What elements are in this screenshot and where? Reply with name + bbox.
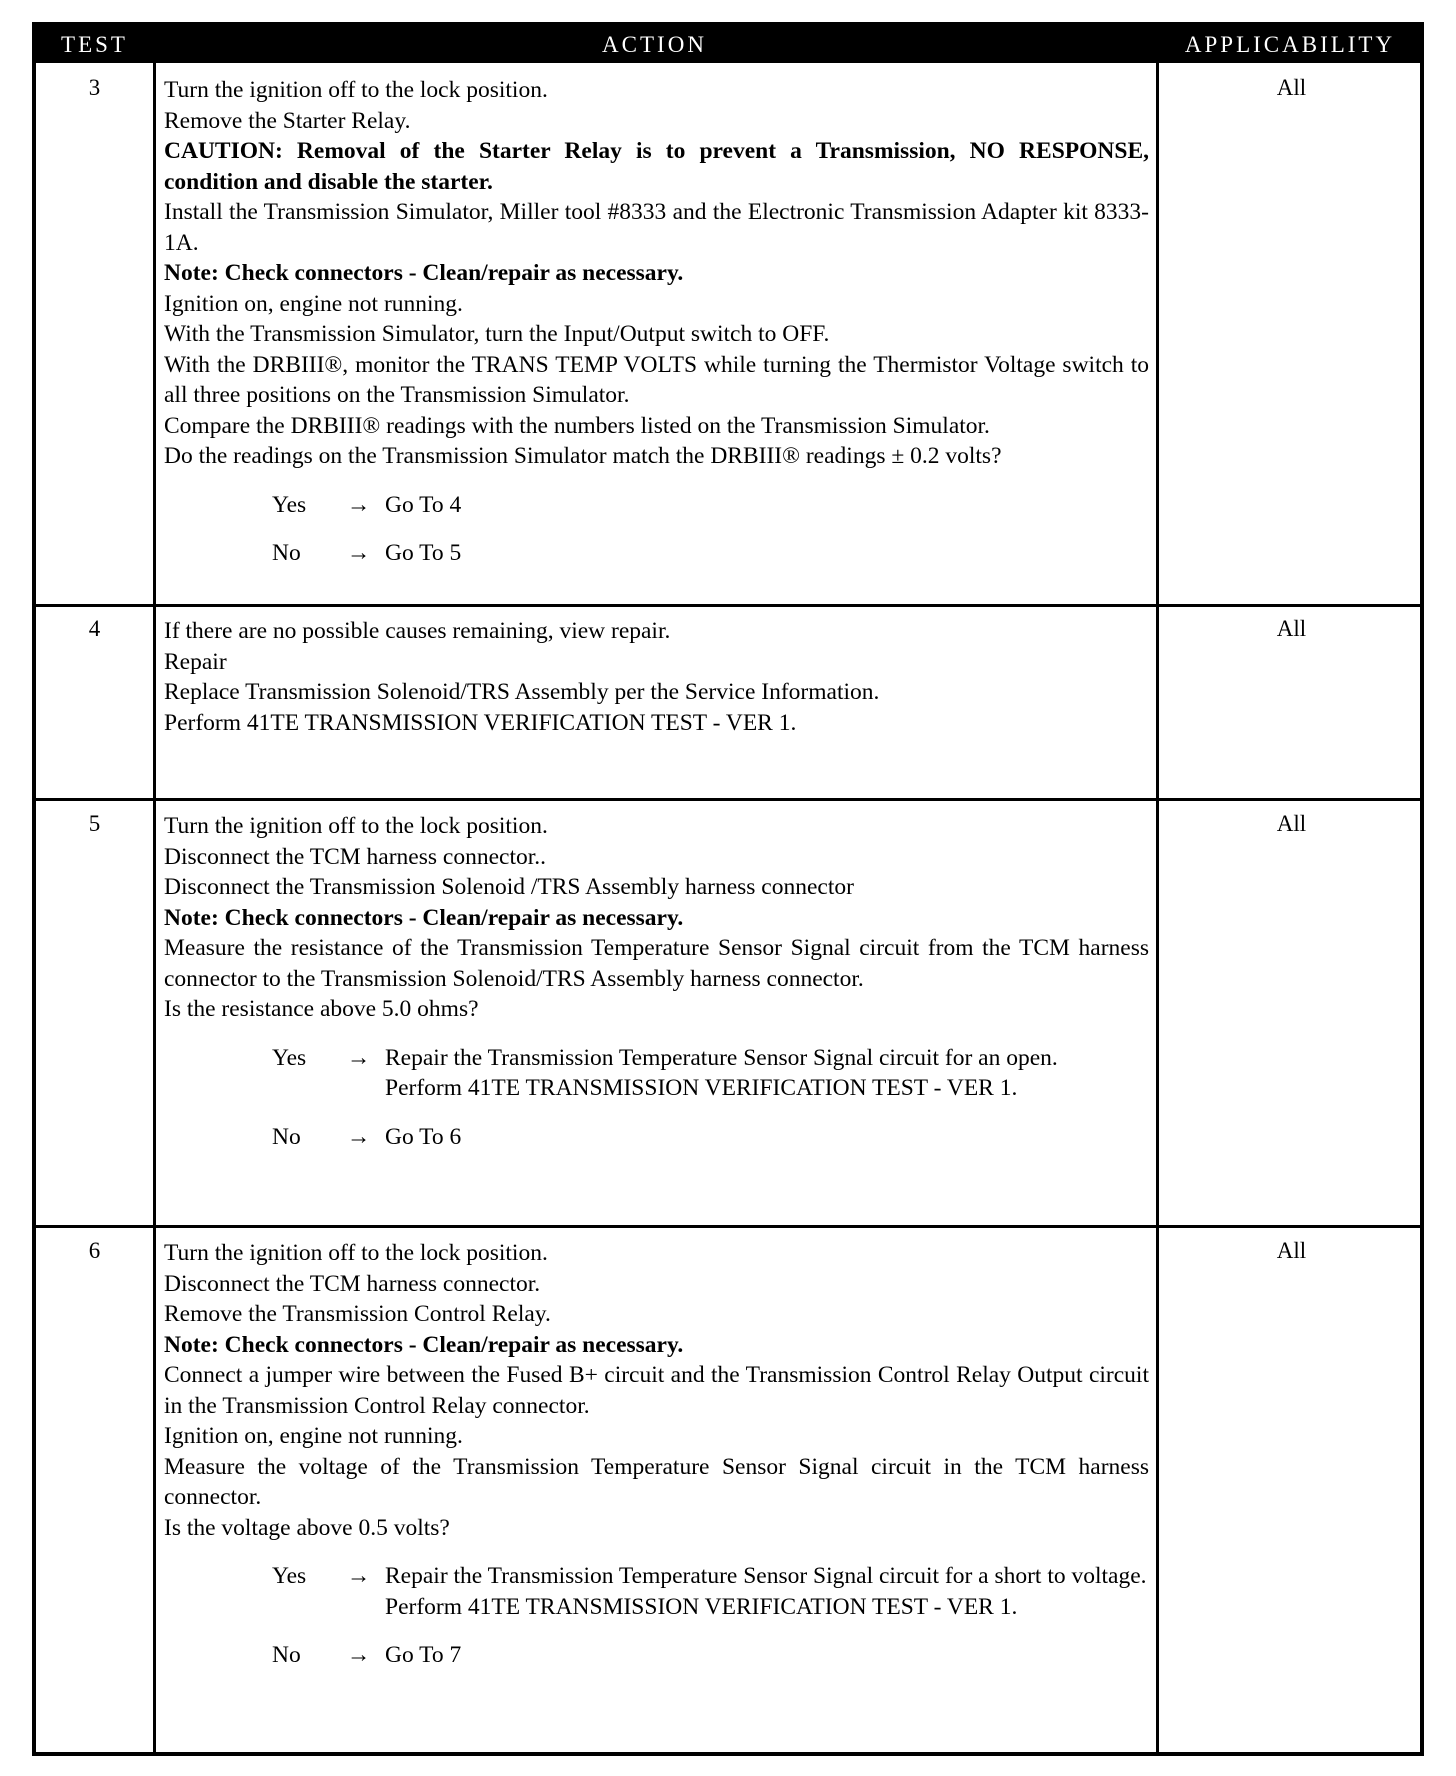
action-line: Disconnect the Transmission Solenoid /TRS Assembly harness connector (164, 874, 854, 900)
repair-step: Perform 41TE TRANSMISSION VERIFICATION TEST - VER 1. (385, 1593, 1018, 1620)
action-line: Ignition on, engine not running. (164, 1423, 463, 1449)
applicability-value: All (1276, 616, 1307, 641)
action-line: Remove the Starter Relay. (164, 107, 411, 134)
repair-step: Perform 41TE TRANSMISSION VERIFICATION TEST - VER 1. (164, 709, 797, 736)
header-applicability: APPLICABILITY (1184, 32, 1396, 57)
table-row-test-6 (36, 1228, 1420, 1756)
no-label: No (272, 1123, 301, 1150)
no-destination: Go To 7 (385, 1642, 462, 1668)
repair-label: Repair (164, 648, 227, 675)
repair-step: Repair the Transmission Temperature Sensor Signal circuit for an open. (385, 1044, 1058, 1071)
table-row-test-4 (36, 607, 1420, 798)
no-branch (164, 538, 1149, 569)
action-question: Do the readings on the Transmission Simulator match the DRBIII® readings ± 0.2 volts? (164, 443, 1002, 469)
applicability-value: All (1276, 75, 1307, 100)
action-line: Disconnect the TCM harness connector.. (164, 843, 547, 870)
test-number: 6 (88, 1238, 101, 1263)
repair-step: Replace Transmission Solenoid/TRS Assembly per the Service Information. (164, 679, 880, 705)
yes-destination: Go To 4 (385, 491, 462, 518)
no-label: No (272, 540, 301, 566)
connector-note: Note: Check connectors - Clean/repair as necessary. (164, 260, 684, 286)
action-line: Compare the DRBIII® readings with the numbers listed on the Transmission Simulator. (164, 412, 990, 439)
action-question: Is the voltage above 0.5 volts? (164, 1514, 450, 1541)
caution-note: CAUTION: Removal of the Starter Relay is to prevent a Transmission, NO RESPONSE, condition and disable the starter. (164, 138, 1149, 195)
yes-branch (164, 490, 1149, 521)
no-destination: Go To 5 (385, 540, 462, 566)
repair-step: Perform 41TE TRANSMISSION VERIFICATION TEST - VER 1. (385, 1075, 1018, 1101)
arrow-right-icon: → (346, 1044, 371, 1071)
yes-destination (385, 1043, 1149, 1104)
action-line: Ignition on, engine not running. (164, 290, 463, 317)
header-test: TEST (61, 32, 128, 57)
action-line: If there are no possible causes remaining, view repair. (164, 618, 671, 644)
yes-branch (164, 1561, 1149, 1622)
yes-branch (164, 1043, 1149, 1104)
action-text (164, 1238, 1149, 1671)
action-line: Turn the ignition off to the lock position. (164, 1240, 548, 1266)
table-row-test-5 (36, 801, 1420, 1225)
arrow-right-icon: → (346, 1123, 371, 1150)
no-branch (164, 1640, 1149, 1671)
diagnostic-table (32, 22, 1424, 1756)
no-label: No (272, 1642, 301, 1668)
no-destination: Go To 6 (385, 1123, 462, 1150)
connector-note: Note: Check connectors - Clean/repair as necessary. (164, 904, 684, 931)
action-line: Install the Transmission Simulator, Miller tool #8333 and the Electronic Transmission Adapter kit 8333-1A. (164, 199, 1149, 256)
yes-destination (385, 1561, 1149, 1622)
arrow-right-icon: → (346, 491, 371, 518)
test-number: 4 (88, 616, 101, 641)
table-header (36, 26, 1420, 63)
action-line: With the DRBIII®, monitor the TRANS TEMP VOLTS while turning the Thermistor Voltage switch to all three positions on the Transmission Simulator. (164, 351, 1149, 408)
arrow-right-icon: → (346, 1642, 371, 1668)
repair-step: Repair the Transmission Temperature Sensor Signal circuit for a short to voltage. (385, 1563, 1147, 1589)
yes-label: Yes (272, 491, 307, 518)
table-row-test-3 (36, 63, 1420, 604)
action-text (164, 616, 1149, 738)
action-line: Measure the voltage of the Transmission Temperature Sensor Signal circuit in the TCM harness connector. (164, 1453, 1149, 1510)
action-line: Turn the ignition off to the lock position. (164, 77, 548, 103)
no-branch (164, 1122, 1149, 1153)
yes-label: Yes (272, 1044, 307, 1071)
action-line: With the Transmission Simulator, turn the Input/Output switch to OFF. (164, 321, 830, 347)
yes-label: Yes (272, 1563, 307, 1589)
action-line: Measure the resistance of the Transmission Temperature Sensor Signal circuit from the TCM harness connector to the Transmission Solenoid/TRS Assembly harness connector. (164, 935, 1149, 992)
action-question: Is the resistance above 5.0 ohms? (164, 996, 479, 1022)
test-number: 3 (88, 75, 101, 100)
action-line: Disconnect the TCM harness connector. (164, 1270, 541, 1297)
connector-note: Note: Check connectors - Clean/repair as necessary. (164, 1331, 684, 1358)
action-text (164, 811, 1149, 1152)
applicability-value: All (1276, 811, 1307, 836)
action-line: Remove the Transmission Control Relay. (164, 1301, 551, 1327)
header-action: ACTION (602, 32, 707, 57)
applicability-value: All (1276, 1238, 1307, 1263)
action-line: Turn the ignition off to the lock position. (164, 813, 548, 839)
arrow-right-icon: → (346, 1563, 371, 1589)
action-line: Connect a jumper wire between the Fused B+ circuit and the Transmission Control Relay Output circuit in the Transmission Control Relay connector. (164, 1362, 1149, 1419)
test-number: 5 (88, 811, 101, 836)
action-text (164, 75, 1149, 569)
arrow-right-icon: → (346, 540, 371, 566)
